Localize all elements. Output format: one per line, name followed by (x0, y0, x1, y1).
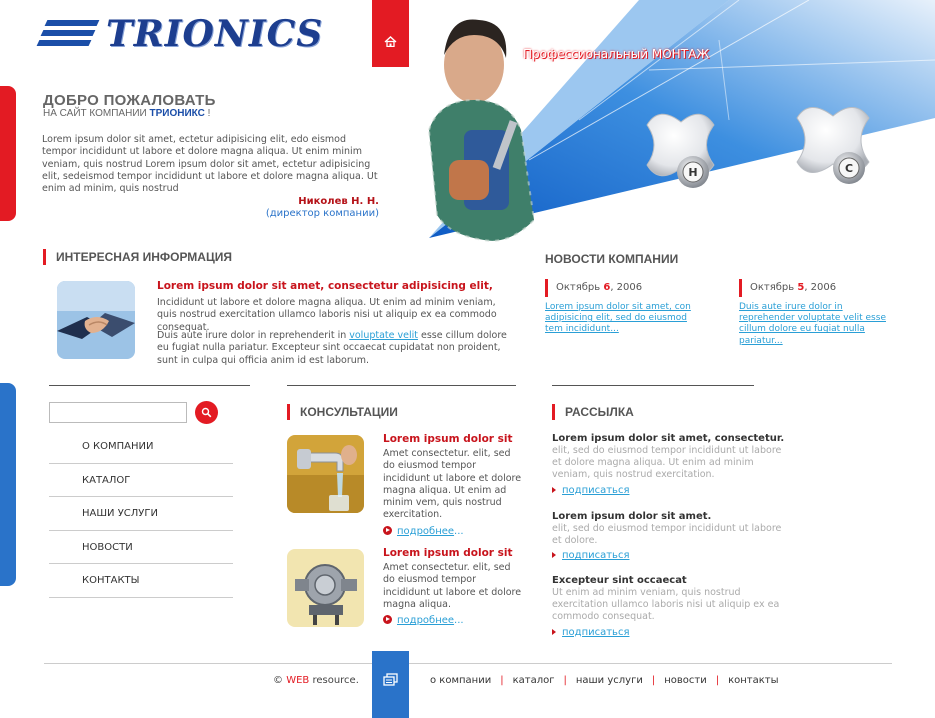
nav-item-about[interactable]: О КОМПАНИИ (49, 430, 233, 464)
info-paragraph-2 (157, 330, 509, 367)
footer-link-contacts[interactable]: контакты (728, 675, 779, 686)
news-date: Октябрь 5, 2006 (739, 279, 899, 297)
hero-illustration (409, 0, 935, 260)
nav-item-services[interactable]: НАШИ УСЛУГИ (49, 497, 233, 531)
arrow-bullet-icon (552, 552, 556, 558)
subscribe-link[interactable]: подписаться (552, 485, 792, 496)
consult-title[interactable]: Lorem ipsum dolor sit (383, 433, 513, 445)
mailing-title: Lorem ipsum dolor sit amet, consectetur. (552, 433, 785, 444)
faucet-image (287, 435, 364, 513)
divider (552, 385, 754, 386)
search-icon (201, 407, 212, 418)
worker-figure (429, 19, 534, 240)
home-button[interactable] (372, 0, 409, 67)
info-heading: ИНТЕРЕСНАЯ ИНФОРМАЦИЯ (43, 249, 232, 265)
info-p2-after: esse cillum dolore eu fugiat nulla pariatur. Excepteur sint occaecat cupidatat non proident, sunt in culpa qui officia anim id est laborum. (157, 330, 507, 366)
footer-nav: о компании | каталог | наши услуги | новости | контакты (430, 675, 779, 686)
svg-text:C: C (844, 162, 854, 175)
arrow-bullet-icon (552, 629, 556, 635)
news-heading: НОВОСТИ КОМПАНИИ (545, 252, 679, 266)
welcome-subtitle-suffix: ! (204, 108, 211, 119)
consult-heading: КОНСУЛЬТАЦИИ (287, 404, 398, 420)
subscribe-link[interactable]: подписаться (552, 627, 792, 638)
info-paragraph-1: Incididunt ut labore et dolore magna aliqua. Ut enim ad minim veniam, quis nostrud exercitation ullamco laboris nisi ut aliquip ex ea commodo consequat. (157, 297, 497, 333)
mailing-heading: РАССЫЛКА (552, 404, 634, 420)
mailing-text: elit, sed do eiusmod tempor incididunt ut labore et dolore magna aliqua. Ut enim ad minim veniam, quis nostrud exercitation. (552, 445, 782, 481)
news-item[interactable] (739, 279, 899, 347)
side-nav (49, 430, 233, 598)
footer-link-about[interactable]: о компании (430, 675, 492, 686)
arrow-bullet-icon (383, 526, 392, 535)
info-p2-before: Duis aute irure dolor in reprehenderit in (157, 330, 350, 341)
mailing-title: Lorem ipsum dolor sit amet. (552, 511, 712, 522)
news-item[interactable] (545, 279, 705, 336)
news-date: Октябрь 6, 2006 (545, 279, 705, 297)
signature-role: (директор компании) (265, 208, 379, 219)
nav-item-catalog[interactable]: КАТАЛОГ (49, 464, 233, 498)
handshake-image (57, 281, 135, 359)
arrow-bullet-icon (552, 487, 556, 493)
consult-item (383, 547, 523, 626)
pump-image (287, 549, 364, 627)
info-title: Lorem ipsum dolor sit amet, consectetur adipisicing elit, (157, 280, 493, 292)
nav-item-news[interactable]: НОВОСТИ (49, 531, 233, 565)
info-inline-link[interactable]: voluptate velit (349, 330, 418, 341)
search-input[interactable] (49, 402, 187, 423)
welcome-subtitle (43, 108, 210, 119)
nav-item-contacts[interactable]: КОНТАКТЫ (49, 564, 233, 598)
welcome-subtitle-brand: ТРИОНИКС (149, 108, 205, 119)
consult-more[interactable]: подробнее... (383, 615, 523, 626)
welcome-title: ДОБРО ПОЖАЛОВАТЬ (43, 92, 216, 109)
consult-item (383, 433, 523, 537)
news-link[interactable]: Lorem ipsum dolor sit amet, con adipisicing elit, sed do eiusmod tem incididunt... (545, 302, 691, 335)
logo[interactable] (36, 14, 326, 54)
search-button[interactable] (195, 401, 218, 424)
footer-link-services[interactable]: наши услуги (575, 675, 643, 686)
mailing-title: Excepteur sint occaecat (552, 575, 687, 586)
arrow-bullet-icon (383, 615, 392, 624)
divider (49, 385, 250, 386)
consult-title[interactable]: Lorem ipsum dolor sit (383, 547, 513, 559)
signature-name: Николев Н. Н. (298, 196, 379, 207)
footer-copyright: © WEB resource. (273, 675, 359, 686)
mailing-item (552, 511, 792, 561)
mailing-text: elit, sed do eiusmod tempor incididunt ut labore et dolore. (552, 523, 782, 547)
logo-stripes-icon (36, 18, 98, 50)
footer-link-catalog[interactable]: каталог (512, 675, 555, 686)
footer-divider (44, 663, 892, 664)
footer-link-news[interactable]: новости (664, 675, 707, 686)
sitemap-button[interactable] (372, 651, 409, 718)
consult-more[interactable]: подробнее... (383, 526, 523, 537)
welcome-subtitle-prefix: НА САЙТ КОМПАНИИ (43, 108, 147, 119)
mailing-item (552, 575, 792, 638)
cold-handle (797, 107, 869, 184)
mailing-text: Ut enim ad minim veniam, quis nostrud exercitation ullamco laboris nisi ut aliquip ex ea commodo consequat. (552, 587, 780, 623)
consult-text: Amet consectetur. elit, sed do eiusmod tempor incididunt ut labore et dolore magna aliqua. (383, 562, 522, 610)
left-red-edge (0, 86, 16, 221)
mailing-item (552, 433, 792, 496)
welcome-text: Lorem ipsum dolor sit amet, ectetur adipisicing elit, edo eismod tempor incididunt ut labore et dolore magna aliqua. Ut enim minim veniam, quis nostrud Lorem ipsum dolor sit amet, ectetur adipisicing elit, sedeismod tempor incididunt ut labore et dolore magna aliqua. Ut enim ad minim, quis nostrud (42, 134, 378, 195)
hero-slogan: Профессиональный МОНТАЖ (523, 47, 710, 61)
news-link[interactable]: Duis aute irure dolor in reprehender voluptate velit esse cillum dolore eu fugiat nulla pariatur... (739, 302, 886, 346)
sitemap-icon (383, 673, 398, 686)
left-blue-edge (0, 383, 16, 586)
subscribe-link[interactable]: подписаться (552, 550, 792, 561)
hero-banner (409, 0, 935, 260)
svg-text:H: H (688, 166, 698, 179)
logo-text: TRIONICS (106, 13, 324, 55)
consult-text: Amet consectetur. elit, sed do eiusmod tempor incididunt ut labore et dolore magna aliqua. Ut enim ad minim vem, quis nostrud exercitation. (383, 448, 522, 521)
home-icon (384, 36, 397, 47)
divider (287, 385, 516, 386)
